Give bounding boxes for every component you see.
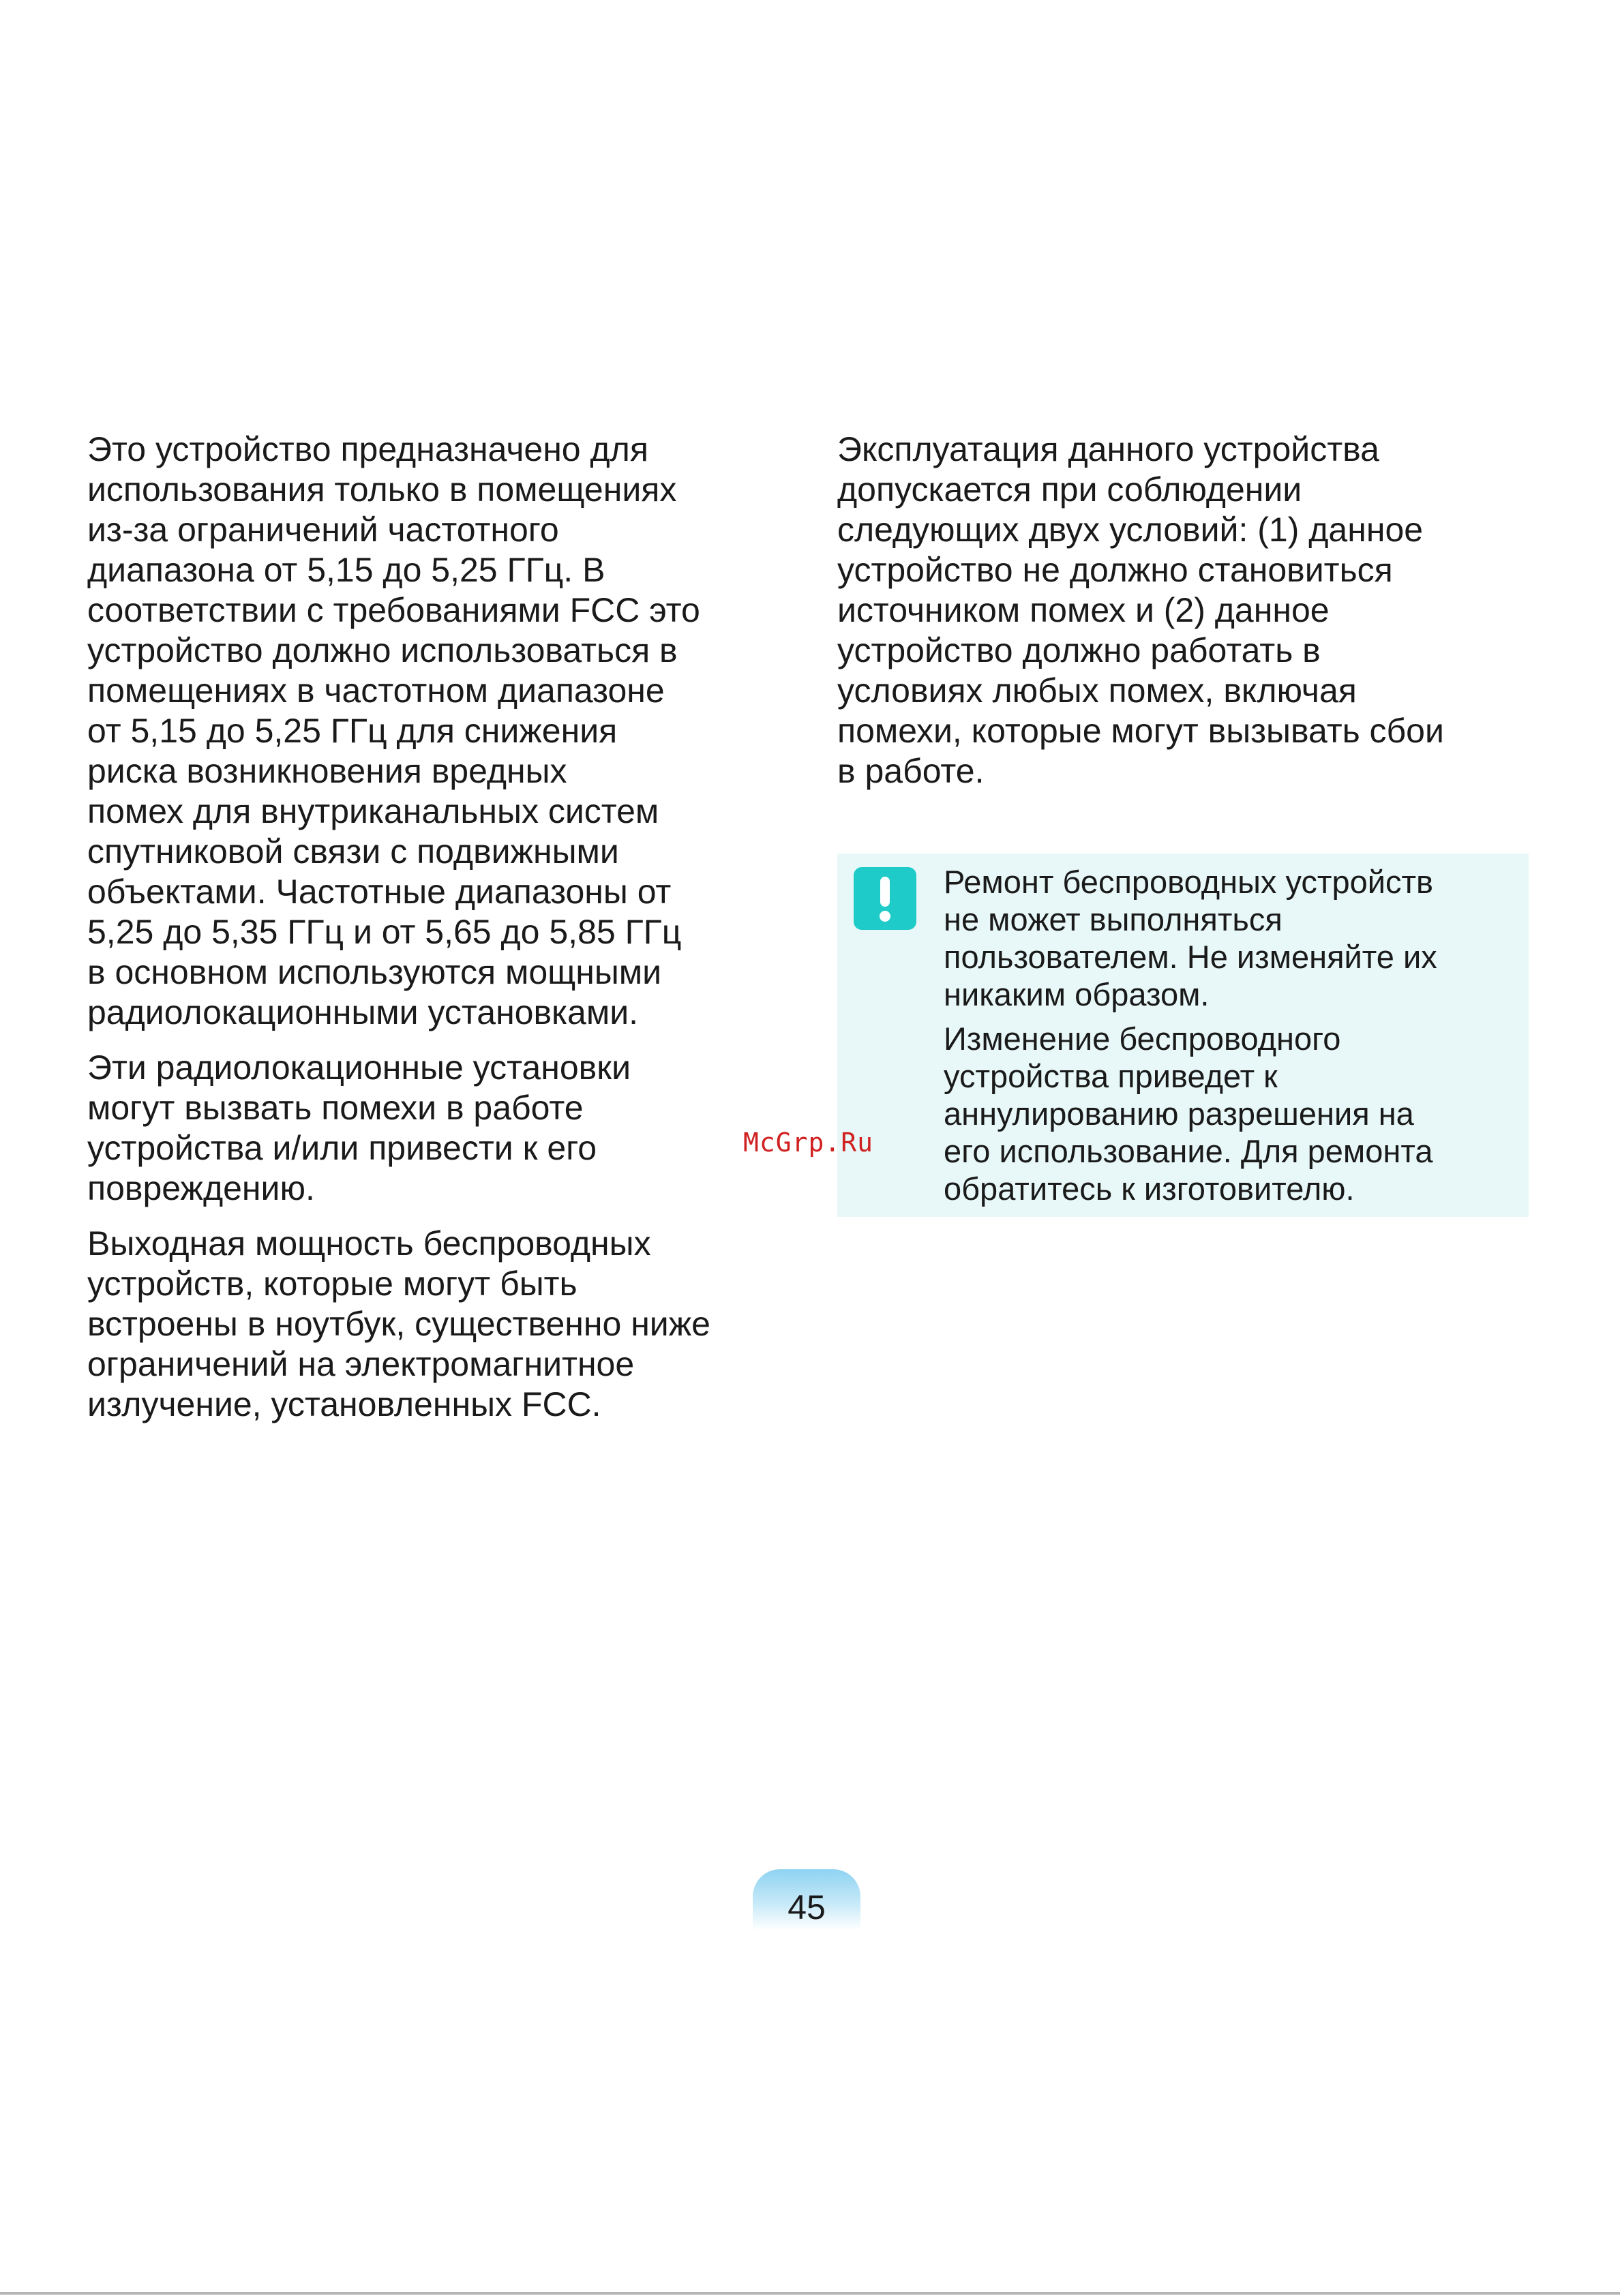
paragraph-radar-interference: Эти радиолокационные установки могут вызвать помехи в работе устройства и/или привести к его повреждению. <box>87 1048 631 1207</box>
paragraph-output-power: Выходная мощность беспроводных устройств, которые могут быть встроены в ноутбук, существенно ниже ограничений на электромагнитное излучение, установленных FCC. <box>87 1224 710 1423</box>
paragraph-indoor-use: Это устройство предназначено для использования только в помещениях из-за ограничений частотного диапазона от 5,15 до 5,25 ГГц. В соответствии с требованиями FCC это устройство должно использоваться в помещениях в частотном диапазоне от 5,15 до 5,25 ГГц для снижения риска возникновения вредных помех для внутриканальных систем спутниковой связи с подвижными объектами. Частотные диапазоны от 5,25 до 5,35 ГГц и от 5,65 до 5,85 ГГц в основном используются мощными радиолокационными установками. <box>87 430 700 1031</box>
note-paragraph-repair: Ремонт беспроводных устройств не может выполняться пользователем. Не изменяйте их никаким образом. <box>944 864 1437 1012</box>
right-column <box>837 429 1540 806</box>
page-number: 45 <box>753 1869 860 1931</box>
exclamation-icon <box>854 867 916 930</box>
note-paragraph-modification: Изменение беспроводного устройства приведет к аннулированию разрешения на его использование. Для ремонта обратитесь к изготовителю. <box>944 1021 1433 1207</box>
watermark: McGrp.Ru <box>743 1128 874 1158</box>
paragraph-operating-conditions: Эксплуатация данного устройства допускается при соблюдении следующих двух условий: (1) данное устройство не должно становиться источником помех и (2) данное устройство должно работать в условиях любых помех, включая помехи, которые могут вызывать сбои в работе. <box>837 430 1444 790</box>
left-column <box>87 429 790 1440</box>
caution-note-text <box>944 863 1516 1214</box>
caution-note <box>837 854 1529 1217</box>
bottom-divider <box>0 2292 1620 2295</box>
